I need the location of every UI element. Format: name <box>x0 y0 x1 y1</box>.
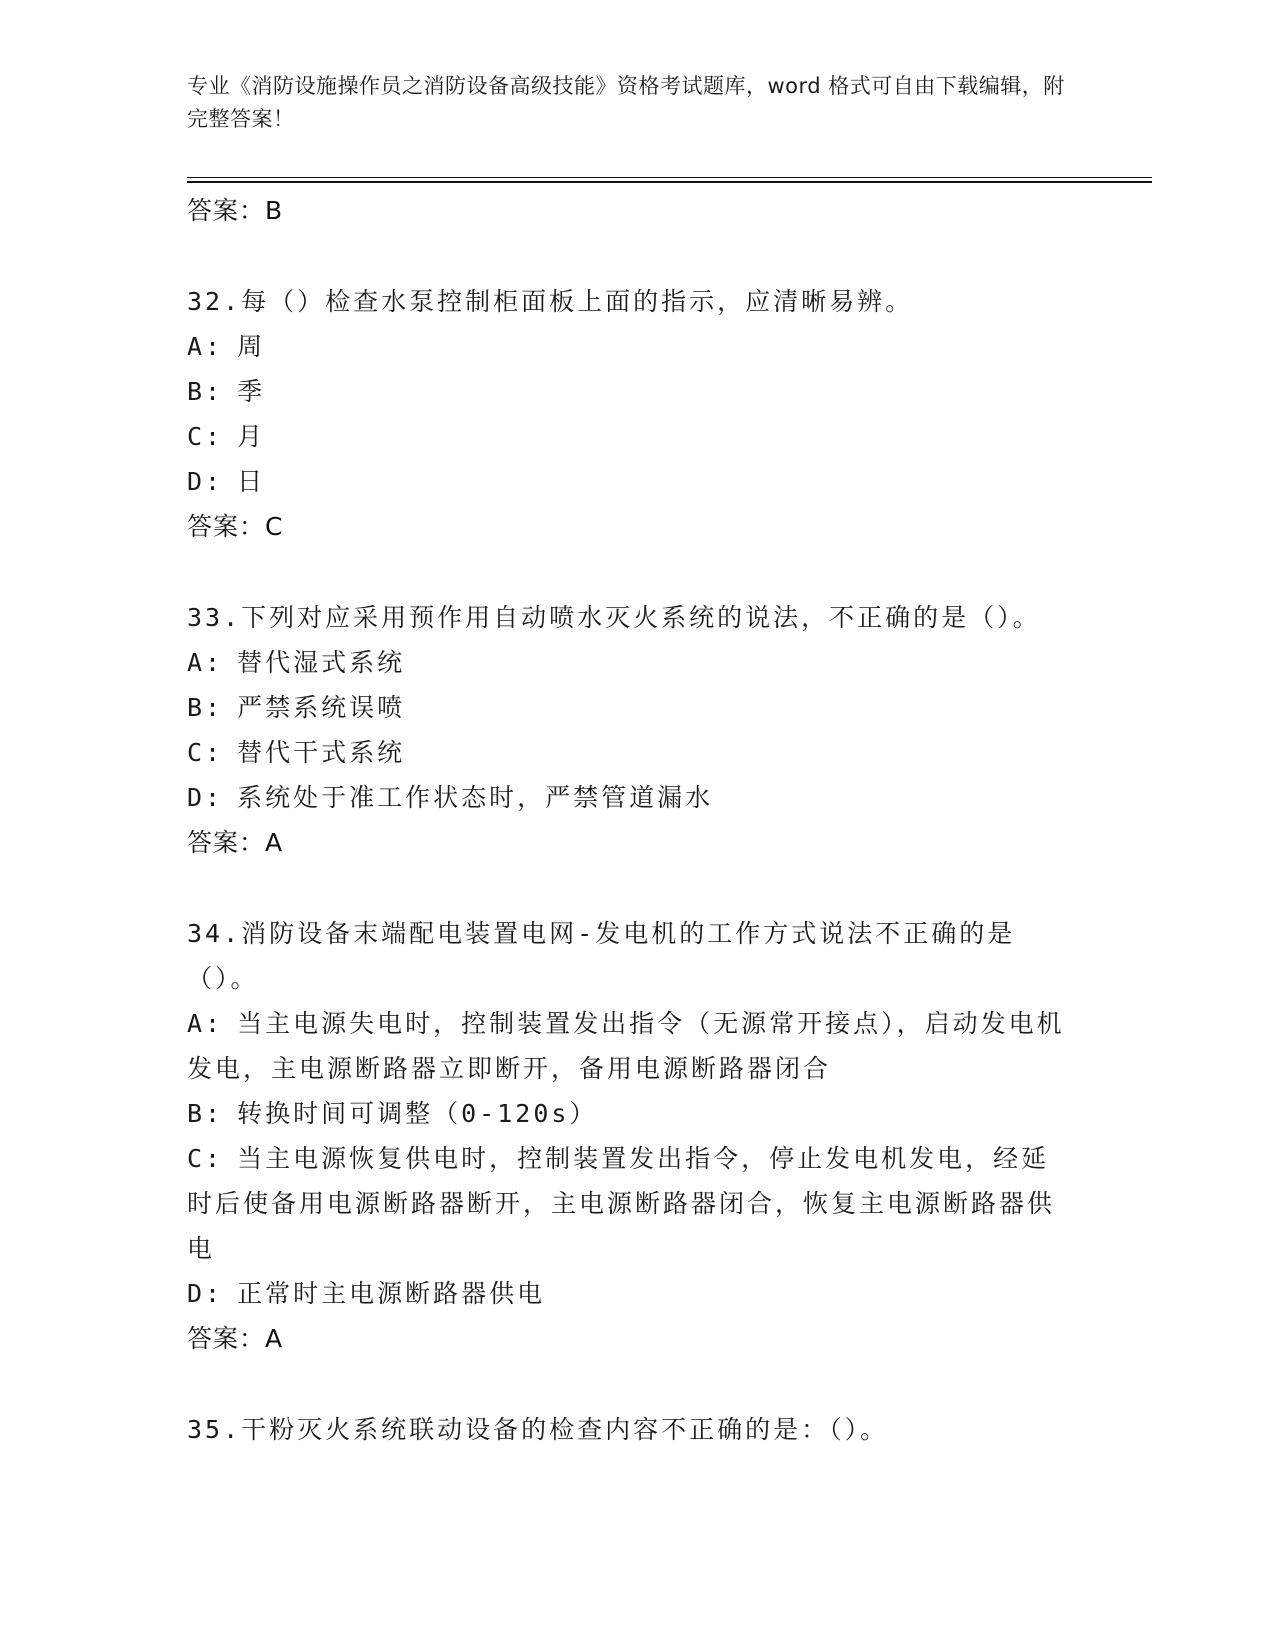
option-a <box>187 1001 1077 1091</box>
answer-line: 答案：A <box>187 1324 284 1353</box>
option-label: A: <box>187 332 224 361</box>
option-b <box>187 685 1077 730</box>
option-label: B: <box>187 1099 224 1128</box>
option-text: 转换时间可调整（0-120s） <box>237 1099 598 1128</box>
option-label: B: <box>187 377 224 406</box>
option-c <box>187 730 1077 775</box>
document-header <box>187 70 1067 136</box>
option-label: D: <box>187 467 224 496</box>
option-label: A: <box>187 1009 224 1038</box>
option-b <box>187 1091 1077 1136</box>
option-text: 正常时主电源断路器供电 <box>237 1279 546 1308</box>
question-34 <box>187 911 1077 1362</box>
option-label: B: <box>187 693 224 722</box>
question-35 <box>187 1407 1077 1452</box>
option-text: 严禁系统误喷 <box>237 693 406 722</box>
option-text: 替代干式系统 <box>237 738 406 767</box>
option-a <box>187 640 1077 685</box>
option-c <box>187 1136 1077 1271</box>
answer-line: 答案：A <box>187 828 284 857</box>
question-stem: 32.每（）检查水泵控制柜面板上面的指示，应清晰易辨。 <box>187 287 914 316</box>
header-intro-text: 专业《消防设施操作员之消防设备高级技能》资格考试题库，word 格式可自由下载编辑，附完整答案！ <box>187 74 1065 131</box>
option-c <box>187 414 1077 459</box>
option-label: C: <box>187 1144 224 1173</box>
option-d <box>187 775 1077 820</box>
option-label: D: <box>187 783 224 812</box>
option-d <box>187 1271 1077 1316</box>
option-text: 月 <box>237 422 266 451</box>
option-text: 周 <box>237 332 266 361</box>
question-list <box>187 188 1077 1452</box>
question-33 <box>187 595 1077 866</box>
question-stem: 34.消防设备末端配电装置电网-发电机的工作方式说法不正确的是（）。 <box>187 919 1016 993</box>
question-stem: 35.干粉灭火系统联动设备的检查内容不正确的是：（）。 <box>187 1415 889 1444</box>
option-a <box>187 324 1077 369</box>
option-d <box>187 459 1077 504</box>
option-label: D: <box>187 1279 224 1308</box>
option-label: C: <box>187 738 224 767</box>
option-text: 季 <box>237 377 266 406</box>
option-text: 当主电源恢复供电时，控制装置发出指令，停止发电机发电，经延时后使备用电源断路器断开，主电源断路器闭合，恢复主电源断路器供电 <box>187 1144 1056 1263</box>
question-stem: 33.下列对应采用预作用自动喷水灭火系统的说法，不正确的是（）。 <box>187 603 1041 632</box>
header-divider-thick <box>187 181 1152 183</box>
option-text: 当主电源失电时，控制装置发出指令（无源常开接点），启动发电机发电，主电源断路器立即断开，备用电源断路器闭合 <box>187 1009 1065 1083</box>
option-label: A: <box>187 648 224 677</box>
option-text: 替代湿式系统 <box>237 648 406 677</box>
answer-line-31: 答案：B <box>187 196 284 225</box>
option-text: 系统处于准工作状态时，严禁管道漏水 <box>237 783 714 812</box>
question-32 <box>187 279 1077 550</box>
option-b <box>187 369 1077 414</box>
answer-line: 答案：C <box>187 512 284 541</box>
header-divider-thin <box>187 177 1152 178</box>
option-label: C: <box>187 422 224 451</box>
option-text: 日 <box>237 467 266 496</box>
